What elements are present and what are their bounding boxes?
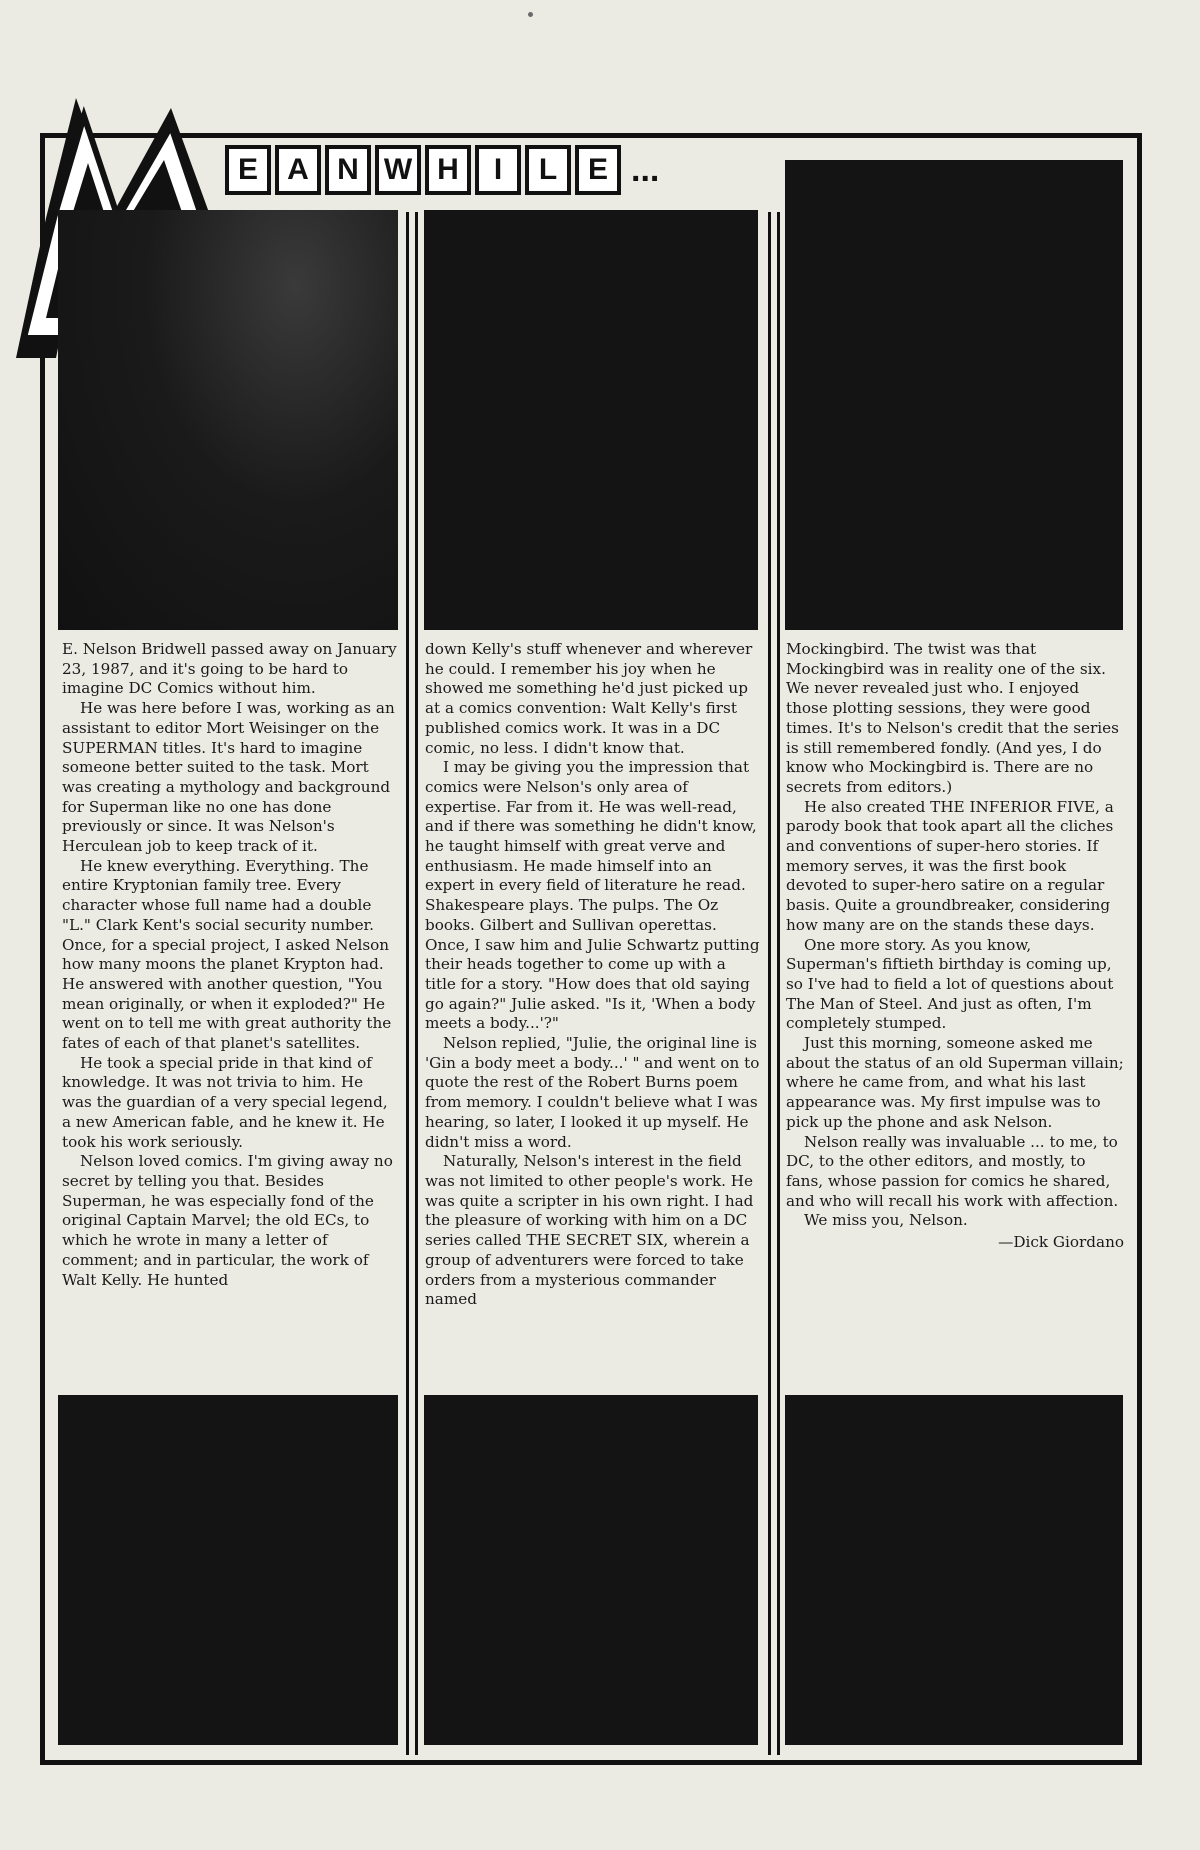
paragraph: Mockingbird. The twist was that Mockingbird was in reality one of the six. We never revealed just who. I enjoyed those plotting sessions, they were good times. It's to Nelson's credit that the series is still remembered fondly. (And yes, I do know who Mockingbird is. There are no secrets from editors.) [786,640,1119,796]
meanwhile-title [225,145,659,195]
paragraph: He was here before I was, working as an assistant to editor Mort Weisinger on the SUPERMAN titles. It's hard to imagine someone better suited to the task. Mort was creating a mythology and background for Superman like no one has done previously or since. It was Nelson's Herculean job to keep track of it. [62,699,395,856]
title-letter: H [425,145,471,195]
title-letter: N [325,145,371,195]
column-divider [768,212,771,1755]
article-column-1 [62,640,397,1290]
paragraph: down Kelly's stuff whenever and wherever he could. I remember his joy when he showed me something he'd just picked up at a comics convention: Walt Kelly's first published comics work. It was in a DC comic, no less. I didn't know that. [425,640,753,757]
image-panel-top-right [785,160,1123,630]
paragraph: He knew everything. Everything. The entire Kryptonian family tree. Every character whose full name had a double "L." Clark Kent's social security number. Once, for a special project, I asked Nelson how many moons the planet Krypton had. He answered with another question, "You mean originally, or when it exploded?" He went on to tell me with great authority the fates of each of that planet's satellites. [62,856,392,1053]
image-panel-bottom-center [424,1395,758,1745]
paragraph: We miss you, Nelson. [804,1211,968,1230]
image-panel-top-left [58,210,398,630]
paragraph: E. Nelson Bridwell passed away on January 23, 1987, and it's going to be hard to imagine DC Comics without him. [62,640,397,698]
paragraph: He also created THE INFERIOR FIVE, a parody book that took apart all the cliches and conventions of super-hero stories. If memory serves, it was the first book devoted to super-hero satire on a regular basis. Quite a groundbreaker, considering how many are on the stands these days. [786,797,1114,934]
paragraph: Nelson really was invaluable ... to me, to DC, to the other editors, and mostly, to fans, whose passion for comics he shared, and who will recall his work with affection. [786,1132,1119,1210]
title-letter: E [575,145,621,195]
paragraph: Nelson loved comics. I'm giving away no secret by telling you that. Besides Superman, he was especially fond of the original Captain Marvel; the old ECs, to which he wrote in many a letter of comment; and in particular, the work of Walt Kelly. He hunted [62,1152,393,1289]
paragraph: Nelson replied, "Julie, the original line is 'Gin a body meet a body...' " and went on to quote the rest of the Robert Burns poem from memory. I couldn't believe what I was hearing, so later, I looked it up myself. He didn't miss a word. [425,1034,760,1151]
column-divider [406,212,409,1755]
paragraph: One more story. As you know, Superman's fiftieth birthday is coming up, so I've had to field a lot of questions about The Man of Steel. And just as often, I'm completely stumped. [786,935,1114,1033]
title-letter: A [275,145,321,195]
print-speck [528,12,533,17]
image-panel-bottom-right [785,1395,1123,1745]
meanwhile-initial-text: M [6,68,8,69]
paragraph: Naturally, Nelson's interest in the field was not limited to other people's work. He was quite a scripter in his own right. I had the pleasure of working with him on a DC series called THE SECRET SIX, wherein a group of adventurers were forced to take orders from a mysterious commander named [425,1152,754,1309]
title-letter: L [525,145,571,195]
author-signature: —Dick Giordano [998,1233,1124,1252]
title-letter: W [375,145,421,195]
title-letter: I [475,145,521,195]
title-letter: E [225,145,271,195]
article-column-2 [425,640,760,1310]
paragraph: Just this morning, someone asked me about the status of an old Superman villain; where he came from, and what his last appearance was. My first impulse was to pick up the phone and ask Nelson. [786,1034,1124,1131]
image-panel-top-center [424,210,758,630]
article-column-3 [786,640,1124,1253]
title-ellipsis: ... [631,151,660,189]
image-panel-bottom-left [58,1395,398,1745]
paragraph: He took a special pride in that kind of knowledge. It was not trivia to him. He was the guardian of a very special legend, a new American fable, and he knew it. He took his work seriously. [62,1053,388,1151]
paragraph: I may be giving you the impression that comics were Nelson's only area of expertise. Far from it. He was well-read, and if there was something he didn't know, he taught himself with great verve and enthusiasm. He made himself into an expert in every field of literature he read. Shakespeare plays. The pulps. The Oz books. Gilbert and Sullivan operettas. Once, I saw him and Julie Schwartz putting their heads together to come up with a title for a story. "How does that old saying go again?" Julie asked. "Is it, 'When a body meets a body...'?" [425,758,760,1033]
